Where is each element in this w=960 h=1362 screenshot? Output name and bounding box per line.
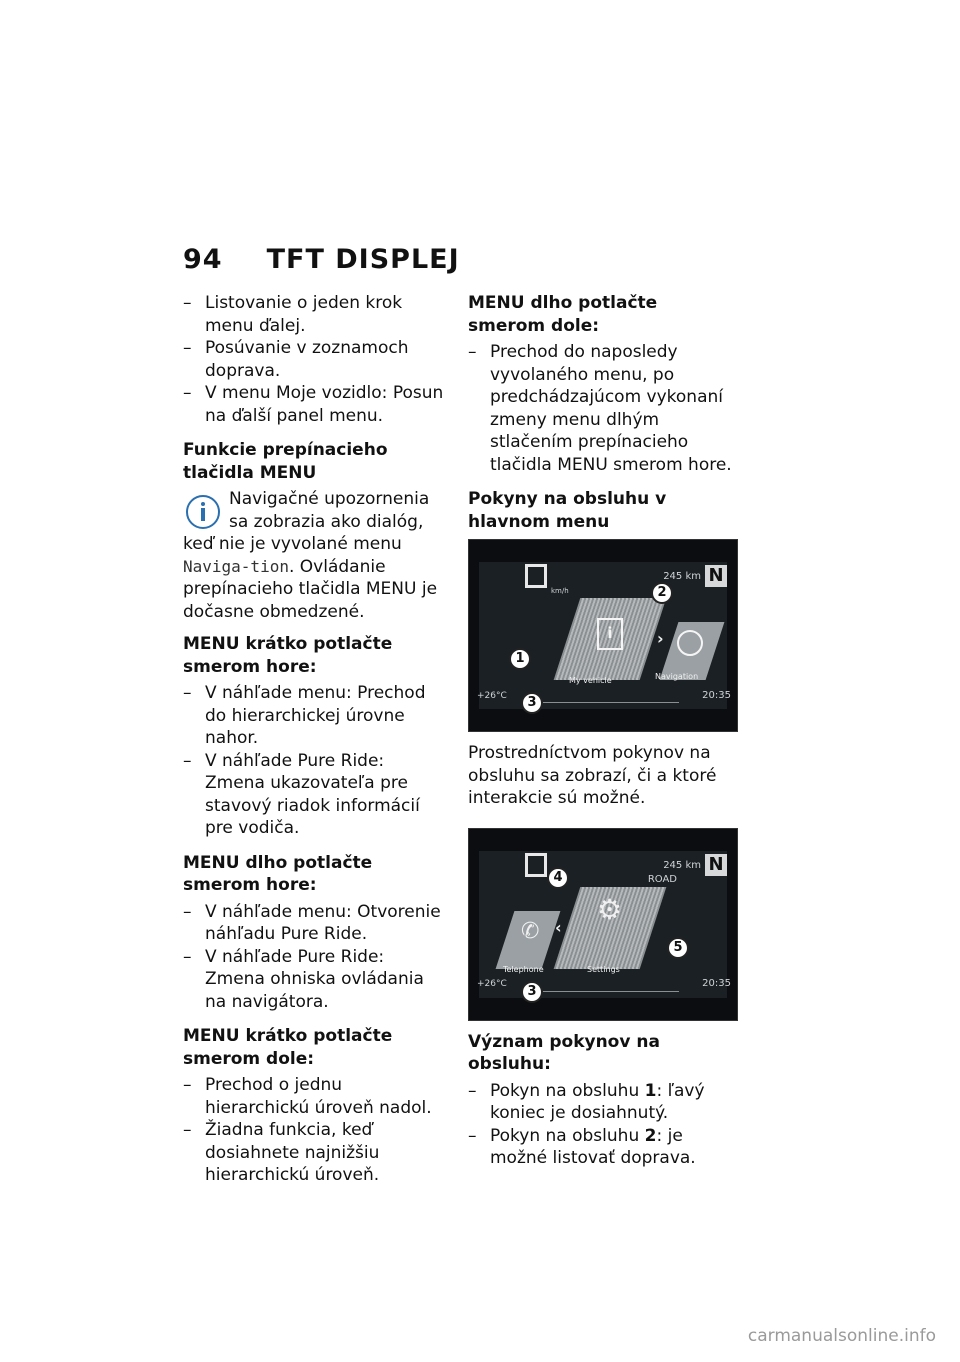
speed-digit-box <box>525 564 547 588</box>
list-item: – Pokyn na obsluhu 2: je možné listovať doprava. <box>468 1125 738 1170</box>
list-item: – Posúvanie v zoznamoch doprava. <box>183 337 447 382</box>
right-column <box>468 292 738 1182</box>
gear-indicator: N <box>705 854 727 876</box>
info-note <box>183 488 447 623</box>
callout-3: 3 <box>521 981 543 1003</box>
list-item: – Pokyn na obsluhu 1: ľavý koniec je dosiahnutý. <box>468 1080 738 1125</box>
heading-pokyny: Pokyny na obsluhu v hlavnom menu <box>468 489 667 532</box>
long-up-list <box>183 901 447 1014</box>
page-number: 94 <box>183 244 223 275</box>
info-icon <box>185 494 221 530</box>
note-text-b: . Ovládanie prepínacieho tlačidla MENU je dočasne obmedzené. <box>183 556 438 622</box>
menu-card-label: Navigation <box>655 672 699 681</box>
list-item: – Listovanie o jeden krok menu ďalej. <box>183 292 447 337</box>
callout-2: 2 <box>651 582 673 604</box>
list-item: – V náhľade menu: Prechod do hierarchickej úrovne nahor. <box>183 682 447 750</box>
riding-mode-label: ROAD <box>647 873 677 885</box>
heading-long-up: MENU dlho potlačte smerom hore: <box>183 852 373 895</box>
list-item: – V náhľade Pure Ride: Zmena ohniska ovládania na navigátora. <box>183 946 447 1014</box>
temperature-readout: +26°C <box>477 979 507 989</box>
list-item: – V náhľade menu: Otvorenie náhľadu Pure Ride. <box>183 901 447 946</box>
dashboard-image-2 <box>468 828 738 1021</box>
list-item: – V menu Moje vozidlo: Posun na ďalší panel menu. <box>183 382 447 427</box>
info-icon: i <box>597 618 623 650</box>
gear-icon: ⚙ <box>597 892 623 926</box>
note-menu-name: Naviga-tion <box>183 556 289 576</box>
caption-paragraph: Prostredníctvom pokynov na obsluhu sa zobrazí, či a ktoré interakcie sú možné. <box>468 743 717 808</box>
navigation-icon <box>677 630 703 656</box>
chevron-left-icon: ‹ <box>555 917 562 937</box>
vyznam-list <box>468 1080 738 1170</box>
gear-indicator: N <box>705 565 727 587</box>
range-readout: 245 km <box>663 571 701 582</box>
heading-short-up: MENU krátko potlačte smerom hore: <box>183 634 393 677</box>
range-readout: 245 km <box>663 859 701 871</box>
heading-short-down: MENU krátko potlačte smerom dole: <box>183 1026 393 1069</box>
note-text-a: Navigačné upozornenia sa zobrazia ako dialóg, keď nie je vyvolané menu <box>183 489 430 554</box>
short-down-list <box>183 1074 447 1187</box>
list-item: – Prechod do naposledy vyvolaného menu, po predchádzajúcom vykonaní zmeny menu dlhým stlačením prepínacieho tlačidla MENU smerom hore. <box>468 341 738 476</box>
clock-readout: 20:35 <box>702 689 731 701</box>
clock-readout: 20:35 <box>702 978 731 989</box>
left-column <box>183 292 447 1199</box>
temperature-readout: +26°C <box>477 690 507 701</box>
list-item: – Žiadna funkcia, keď dosiahnete najnižšiu hierarchickú úroveň. <box>183 1119 447 1187</box>
speed-unit: km/h <box>551 587 569 595</box>
dashboard-image-1 <box>468 539 738 732</box>
page-header <box>183 244 460 275</box>
list-item: – V náhľade Pure Ride: Zmena ukazovateľa pre stavový riadok informácií pre vodiča. <box>183 750 447 840</box>
chevron-right-icon: › <box>657 629 664 648</box>
phone-icon: ✆ <box>521 918 540 944</box>
heading-long-down: MENU dlho potlačte smerom dole: <box>468 293 658 336</box>
intro-list <box>183 292 447 427</box>
heading-vyznam: Význam pokynov na obsluhu: <box>468 1031 660 1074</box>
callout-3: 3 <box>521 692 543 714</box>
heading-funkcie: Funkcie prepínacieho tlačidla MENU <box>183 440 388 483</box>
page-title: TFT DISPLEJ <box>266 244 460 275</box>
menu-card-label: Telephone <box>503 964 544 974</box>
callout-1: 1 <box>509 648 531 670</box>
watermark: carmanualsonline.info <box>747 1326 936 1346</box>
short-up-list <box>183 682 447 840</box>
list-item: – Prechod o jednu hierarchickú úroveň nadol. <box>183 1074 447 1119</box>
callout-4: 4 <box>547 867 569 889</box>
long-down-list <box>468 341 738 476</box>
menu-card-label: My vehicle <box>569 676 612 685</box>
speed-digit-box <box>525 853 547 877</box>
callout-5: 5 <box>667 937 689 959</box>
menu-card-label: Settings <box>587 964 620 974</box>
